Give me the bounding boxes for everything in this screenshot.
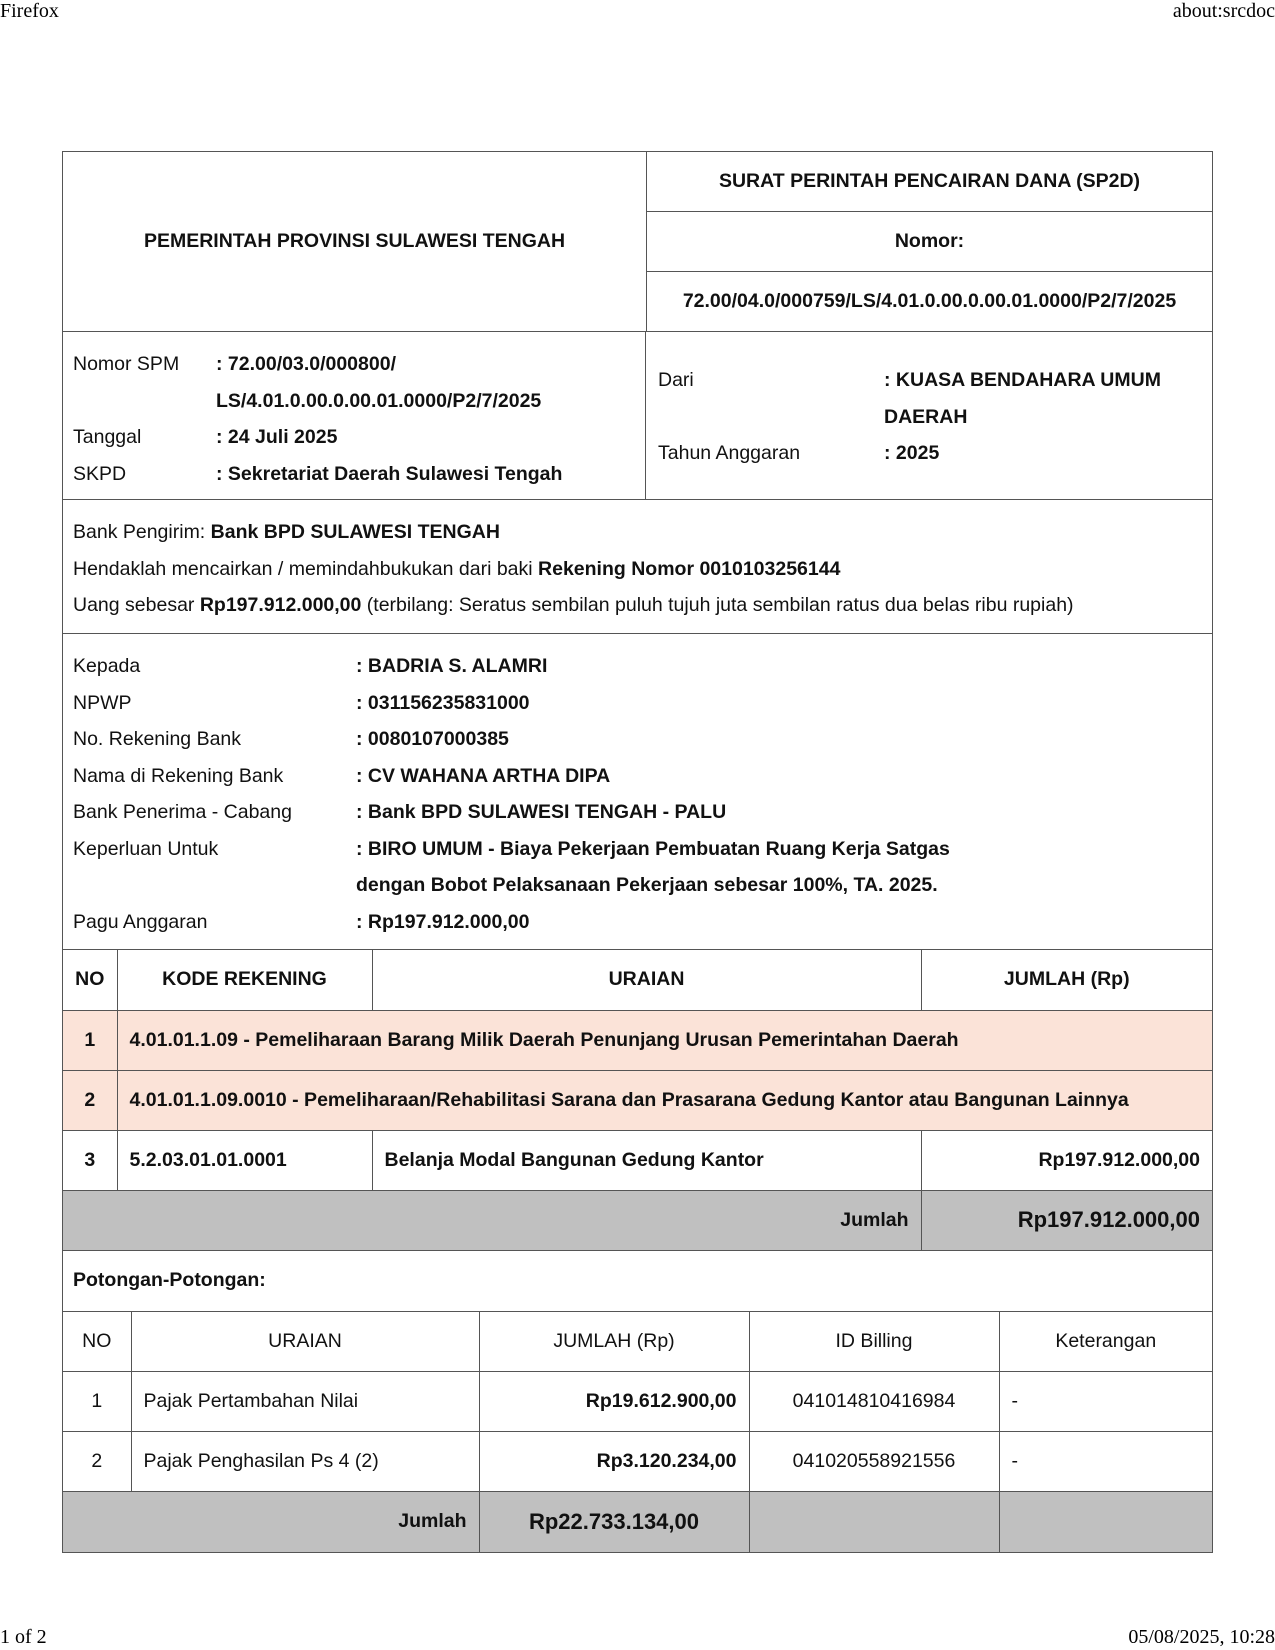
- kepada-label: Kepada: [73, 655, 141, 677]
- bank-pengirim-label: Bank Pengirim:: [73, 521, 211, 543]
- row-jumlah: Rp3.120.234,00: [479, 1432, 749, 1492]
- print-header: [0, 0, 1275, 23]
- document-title: SURAT PERINTAH PENCAIRAN DANA (SP2D): [647, 152, 1212, 212]
- row-keterangan: -: [999, 1372, 1212, 1432]
- col-header-no: NO: [63, 1312, 131, 1372]
- tahun-anggaran-value: : 2025: [884, 442, 940, 464]
- row-id-billing: 041020558921556: [749, 1432, 999, 1492]
- rekening-bank-label: No. Rekening Bank: [73, 728, 242, 750]
- row-uraian: Pajak Penghasilan Ps 4 (2): [131, 1432, 479, 1492]
- uang-label: Uang sebesar: [73, 594, 200, 616]
- total-row: [63, 1190, 1212, 1250]
- spm-left: [63, 332, 646, 499]
- total-row: [63, 1492, 1212, 1552]
- print-footer: [0, 1626, 1275, 1649]
- total-empty-cell: [999, 1492, 1212, 1552]
- nomor-spm-value-cont: LS/4.01.0.00.0.00.01.0000/P2/7/2025: [216, 389, 542, 412]
- total-label: Jumlah: [63, 1190, 921, 1250]
- pagu-value: : Rp197.912.000,00: [356, 910, 530, 933]
- potongan-title: Potongan-Potongan:: [63, 1251, 1212, 1312]
- total-label: Jumlah: [63, 1492, 479, 1552]
- col-header-keterangan: Keterangan: [999, 1312, 1212, 1372]
- dari-label: Dari: [658, 369, 694, 391]
- col-header-id-billing: ID Billing: [749, 1312, 999, 1372]
- nomor-label: Nomor:: [647, 212, 1212, 272]
- row-no: 3: [63, 1130, 117, 1190]
- nama-rekening-value: : CV WAHANA ARTHA DIPA: [356, 764, 611, 787]
- table-row: [63, 1070, 1212, 1130]
- keperluan-value-cont: dengan Bobot Pelaksanaan Pekerjaan sebesar 100%, TA. 2025.: [356, 874, 938, 896]
- tahun-anggaran-label: Tahun Anggaran: [658, 442, 801, 464]
- row-no: 1: [63, 1372, 131, 1432]
- spm-right: [646, 332, 1212, 499]
- spm-info: [63, 332, 1212, 500]
- dari-value: : KUASA BENDAHARA UMUM: [884, 369, 1161, 391]
- row-no: 2: [63, 1070, 117, 1130]
- table-row: [63, 1372, 1212, 1432]
- tanggal-value: : 24 Juli 2025: [216, 426, 338, 448]
- col-header-jumlah: JUMLAH (Rp): [921, 950, 1212, 1010]
- government-name: PEMERINTAH PROVINSI SULAWESI TENGAH: [63, 152, 647, 331]
- page-counter: 1 of 2: [0, 1626, 47, 1648]
- skpd-value: : Sekretariat Daerah Sulawesi Tengah: [216, 462, 563, 485]
- col-header-uraian: URAIAN: [372, 950, 921, 1010]
- skpd-label: SKPD: [73, 462, 127, 485]
- bank-pengirim-value: Bank BPD SULAWESI TENGAH: [210, 521, 500, 543]
- row-uraian: Belanja Modal Bangunan Gedung Kantor: [372, 1130, 921, 1190]
- col-header-kode: KODE REKENING: [117, 950, 372, 1010]
- print-url: about:srcdoc: [1172, 0, 1275, 22]
- dari-value-cont: DAERAH: [884, 405, 968, 428]
- print-datetime: 05/08/2025, 10:28: [1128, 1626, 1275, 1648]
- row-no: 1: [63, 1010, 117, 1070]
- keperluan-value: : BIRO UMUM - Biaya Pekerjaan Pembuatan Ruang Kerja Satgas: [356, 837, 950, 860]
- recipient-info: [63, 634, 1212, 950]
- nama-rekening-label: Nama di Rekening Bank: [73, 764, 284, 787]
- row-program-text: 4.01.01.1.09 - Pemeliharaan Barang Milik Daerah Penunjang Urusan Pemerintahan Daerah: [117, 1010, 1212, 1070]
- nomor-value: 72.00/04.0/000759/LS/4.01.0.00.0.00.01.0000/P2/7/2025: [682, 290, 1177, 312]
- document-header: [63, 152, 1212, 332]
- print-app-name: Firefox: [0, 0, 59, 22]
- table-row: [63, 1432, 1212, 1492]
- table-header-row: [63, 950, 1212, 1010]
- table-row: [63, 1010, 1212, 1070]
- col-header-no: NO: [63, 950, 117, 1010]
- row-kegiatan-text: 4.01.01.1.09.0010 - Pemeliharaan/Rehabilitasi Sarana dan Prasarana Gedung Kantor atau Bangunan Lainnya: [117, 1070, 1212, 1130]
- rekening-nomor: Rekening Nomor 0010103256144: [538, 557, 841, 580]
- nomor-spm-label: Nomor SPM: [73, 353, 180, 375]
- nomor-spm-value: : 72.00/03.0/000800/: [216, 353, 396, 375]
- npwp-value: : 031156235831000: [356, 691, 530, 714]
- tanggal-label: Tanggal: [73, 426, 142, 448]
- row-kode: 5.2.03.01.01.0001: [117, 1130, 372, 1190]
- col-header-jumlah: JUMLAH (Rp): [479, 1312, 749, 1372]
- sp2d-document: [62, 151, 1213, 1553]
- uang-amount: Rp197.912.000,00: [199, 594, 362, 616]
- rekening-table: [63, 950, 1212, 1251]
- pagu-label: Pagu Anggaran: [73, 910, 208, 933]
- potongan-table: [63, 1312, 1212, 1552]
- kepada-value: : BADRIA S. ALAMRI: [356, 655, 548, 677]
- row-uraian: Pajak Pertambahan Nilai: [131, 1372, 479, 1432]
- row-jumlah: Rp19.612.900,00: [479, 1372, 749, 1432]
- npwp-label: NPWP: [73, 691, 132, 714]
- table-row: [63, 1130, 1212, 1190]
- table-header-row: [63, 1312, 1212, 1372]
- uang-terbilang: (terbilang: Seratus sembilan puluh tujuh juta sembilan ratus dua belas ribu rupiah): [361, 594, 1074, 616]
- row-no: 2: [63, 1432, 131, 1492]
- rekening-table-wrap: [63, 950, 1212, 1251]
- bank-info: [63, 500, 1212, 634]
- row-jumlah: Rp197.912.000,00: [921, 1130, 1212, 1190]
- total-value: Rp22.733.134,00: [479, 1492, 749, 1552]
- bank-penerima-value: : Bank BPD SULAWESI TENGAH - PALU: [356, 801, 727, 823]
- bank-penerima-label: Bank Penerima - Cabang: [73, 801, 292, 823]
- col-header-uraian: URAIAN: [131, 1312, 479, 1372]
- rekening-bank-value: : 0080107000385: [356, 728, 509, 750]
- keperluan-label: Keperluan Untuk: [73, 837, 219, 860]
- row-keterangan: -: [999, 1432, 1212, 1492]
- row-id-billing: 041014810416984: [749, 1372, 999, 1432]
- total-empty-cell: [749, 1492, 999, 1552]
- total-value: Rp197.912.000,00: [921, 1190, 1212, 1250]
- instruction-text: Hendaklah mencairkan / memindahbukukan dari baki: [73, 557, 539, 580]
- document-title-block: [647, 152, 1212, 331]
